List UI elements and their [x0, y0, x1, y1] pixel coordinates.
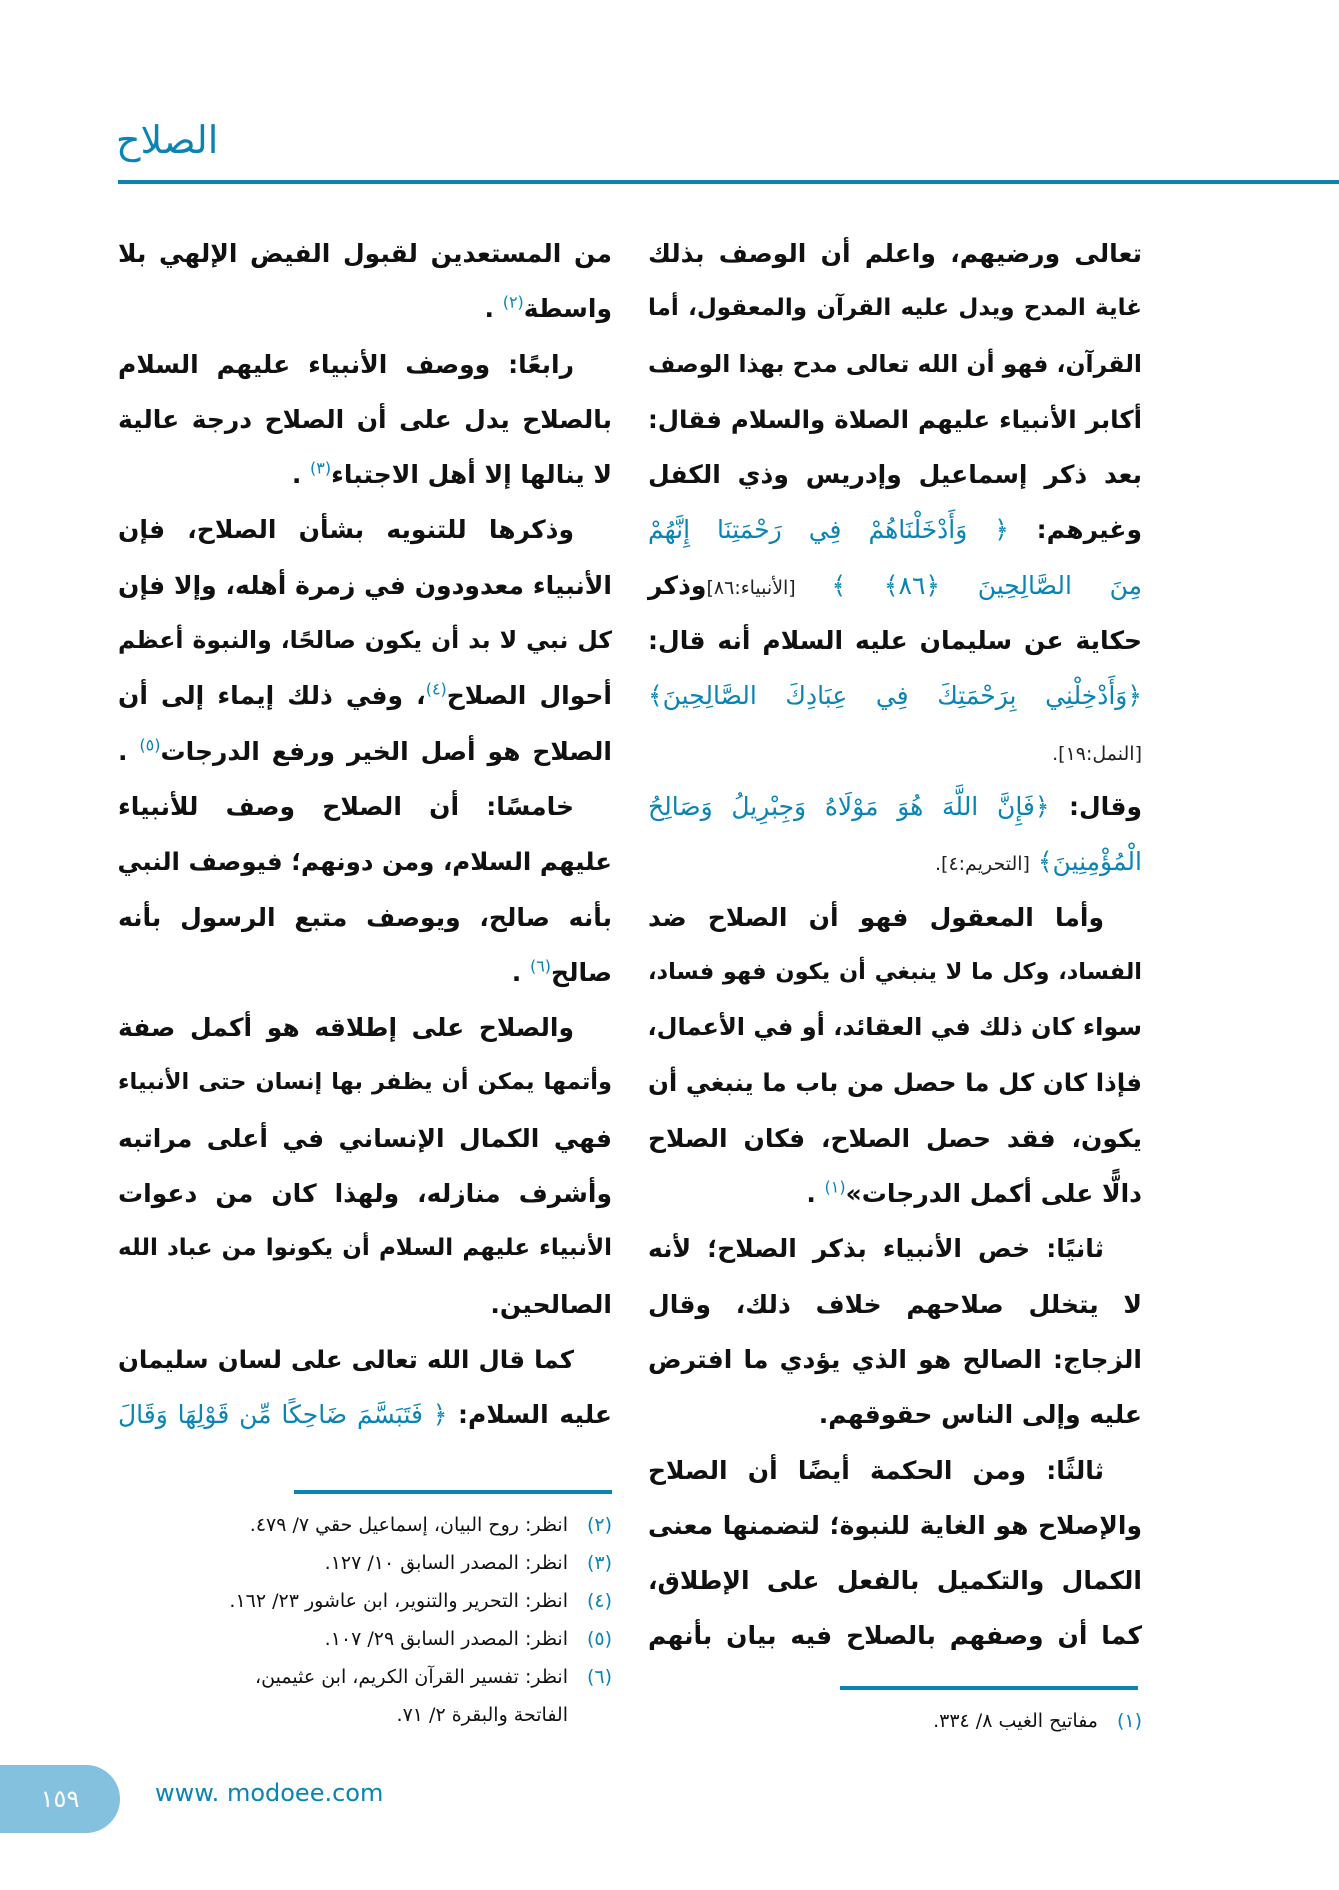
body-text: والإصلاح هو الغاية للنبوة؛ لتضمنها معنى [648, 1510, 1142, 1540]
footnote [118, 1658, 612, 1696]
text-line [118, 281, 612, 336]
body-text: القرآن، فهو أن الله تعالى مدح بهذا الوصف [647, 349, 1142, 378]
footnote [118, 1620, 612, 1658]
body-text: عليه وإلى الناس حقوقهم. [818, 1400, 1142, 1430]
body-text: واسطة [523, 294, 612, 324]
text-line [118, 1166, 612, 1221]
body-text: ثانيًا: خص الأنبياء بذكر الصلاح؛ لأنه [648, 1234, 1104, 1264]
body-text: كما قال الله تعالى على لسان سليمان [118, 1344, 574, 1374]
text-line [118, 890, 612, 945]
body-text: وأتمها يمكن أن يظفر بها إنسان حتى الأنبياء [118, 1069, 612, 1096]
body-text: الأنبياء عليهم السلام أن يكونوا من عباد الله [118, 1235, 612, 1262]
body-text: وأما المعقول فهو أن الصلاح ضد [648, 902, 1104, 932]
body-text: الصالحين. [490, 1289, 612, 1319]
text-line [648, 1498, 1142, 1553]
footnote [118, 1544, 612, 1582]
running-header-title: الصلاح [116, 118, 219, 162]
text-line [648, 1277, 1142, 1332]
text-line [648, 281, 1142, 336]
text-line [648, 613, 1142, 668]
text-line [118, 1387, 612, 1442]
footnote-number: (٦) [586, 1666, 612, 1688]
text-line [648, 558, 1142, 613]
footnote [118, 1506, 612, 1544]
right-text-column [648, 226, 1142, 1664]
footnote-text: انظر: المصدر السابق ١٠/ ١٢٧. [324, 1552, 568, 1574]
body-text: ، وفي ذلك إيماء إلى أن [118, 681, 426, 711]
quran-verse: الْمُؤْمِنِينَ﴾ [1029, 847, 1142, 877]
body-text: . [291, 460, 311, 490]
body-text: أكابر الأنبياء عليهم الصلاة والسلام فقال: [648, 404, 1142, 434]
text-line [118, 1000, 612, 1055]
text-line [118, 1221, 612, 1276]
body-text: وذكرها للتنويه بشأن الصلاح، فإن [118, 515, 574, 545]
footnote-text: انظر: روح البيان، إسماعيل حقي ٧/ ٤٧٩. [249, 1514, 568, 1536]
footnotes-right [648, 1702, 1142, 1740]
text-line [118, 668, 612, 723]
text-line [648, 779, 1142, 834]
text-line [648, 1055, 1142, 1110]
body-text: غاية المدح ويدل عليه القرآن والمعقول، أما [648, 295, 1142, 322]
body-text: دالًّا على أكمل الدرجات» [845, 1179, 1142, 1209]
footnote-reference[interactable]: (٦) [529, 956, 552, 976]
quran-verse: مِنَ الصَّالِحِينَ ﴿٨٦﴾ ﴾ [831, 570, 1143, 600]
text-line [118, 613, 612, 668]
text-line [648, 1332, 1142, 1387]
footnote-text: انظر: تفسير القرآن الكريم، ابن عثيمين، [255, 1666, 568, 1688]
footnote-text: انظر: المصدر السابق ٢٩/ ١٠٧. [324, 1628, 568, 1650]
text-line [648, 392, 1142, 447]
text-line [648, 1553, 1142, 1608]
body-text: وأشرف منازله، ولهذا كان من دعوات [118, 1179, 612, 1209]
body-text: حكاية عن سليمان عليه السلام أنه قال: [648, 626, 1142, 656]
body-text: عليهم السلام، ومن دونهم؛ فيوصف النبي [117, 847, 612, 877]
footnote-separator-right [840, 1686, 1138, 1690]
text-line [118, 1055, 612, 1110]
verse-citation: [الأنبياء:٨٦] [706, 576, 832, 599]
text-line [118, 1111, 612, 1166]
body-text: . [806, 1179, 825, 1209]
body-text: يكون، فقد حصل الصلاح، فكان الصلاح [648, 1123, 1142, 1153]
text-line [648, 1443, 1142, 1498]
text-line [118, 226, 612, 281]
footnote-text: انظر: التحرير والتنوير، ابن عاشور ٢٣/ ١٦٢. [229, 1590, 568, 1612]
body-text: وغيرهم: [1008, 515, 1142, 545]
footnotes-left [118, 1506, 612, 1734]
page-number-badge: ١٥٩ [0, 1765, 120, 1833]
body-text: من المستعدين لقبول الفيض الإلهي بلا [118, 239, 612, 268]
text-line [118, 337, 612, 392]
body-text: عليه السلام: [447, 1400, 612, 1430]
body-text: صالح [551, 957, 612, 987]
text-line [118, 834, 612, 889]
body-text: خامسًا: أن الصلاح وصف للأنبياء [118, 791, 574, 821]
text-line [648, 226, 1142, 281]
text-line [648, 1608, 1142, 1663]
body-text: وذكر [648, 570, 707, 600]
body-text: بأنه صالح، ويوصف متبع الرسول بأنه [118, 902, 612, 932]
text-line [648, 1111, 1142, 1166]
body-text: تعالى ورضيهم، واعلم أن الوصف بذلك [648, 239, 1142, 268]
body-text: الزجاج: الصالح هو الذي يؤدي ما افترض [648, 1344, 1142, 1374]
verse-citation: [النمل:١٩]. [1052, 742, 1142, 765]
text-line [118, 1332, 612, 1387]
body-text: . [118, 736, 140, 766]
footnote-number: (٣) [586, 1552, 612, 1574]
text-line [648, 337, 1142, 392]
text-line [118, 1277, 612, 1332]
text-line [648, 1000, 1142, 1055]
footnote-text: مفاتيح الغيب ٨/ ٣٣٤. [933, 1710, 1098, 1732]
website-url[interactable]: www. modoee.com [155, 1779, 384, 1807]
text-line [118, 392, 612, 447]
text-line [118, 502, 612, 557]
footnote-reference[interactable]: (٥) [139, 735, 161, 755]
text-line [118, 447, 612, 502]
body-text: كما أن وصفهم بالصلاح فيه بيان بأنهم [648, 1621, 1142, 1651]
text-line [648, 945, 1142, 1000]
footnote [648, 1702, 1142, 1740]
text-line [648, 447, 1142, 502]
footnote-number: (٢) [586, 1514, 612, 1536]
body-text: الفساد، وكل ما لا ينبغي أن يكون فهو فساد، [648, 958, 1142, 985]
text-line [648, 1221, 1142, 1276]
body-text: كل نبي لا بد أن يكون صالحًا، والنبوة أعظم [118, 626, 612, 655]
body-text: فهي الكمال الإنساني في أعلى مراتبه [118, 1123, 612, 1153]
body-text: أحوال الصلاح [446, 681, 612, 711]
text-line [118, 945, 612, 1000]
footnote-reference[interactable]: (٤) [425, 680, 447, 700]
left-text-column [118, 226, 612, 1443]
footnote-number: (١) [1116, 1710, 1142, 1732]
body-text: وقال: [1049, 791, 1142, 821]
quran-verse: ﴿وَأَدْخِلْنِي بِرَحْمَتِكَ فِي عِبَادِكَ الصَّالِحِينَ﴾ [648, 681, 1142, 711]
footnote-reference[interactable]: (١) [824, 1177, 846, 1197]
quran-verse: ﴿فَإِنَّ اللَّهَ هُوَ مَوْلَاهُ وَجِبْرِيلُ وَصَالِحُ [648, 791, 1050, 821]
body-text: . [484, 294, 503, 324]
body-text: لا ينالها إلا أهل الاجتباء [331, 460, 612, 490]
body-text: والصلاح على إطلاقه هو أكمل صفة [118, 1013, 574, 1043]
verse-citation: [التحريم:٤]. [934, 853, 1030, 876]
text-line [648, 890, 1142, 945]
quran-verse: ﴿ وَأَدْخَلْنَاهُمْ فِي رَحْمَتِنَا إِنَّهُمْ [648, 515, 1009, 545]
body-text: فإذا كان كل ما حصل من باب ما ينبغي أن [648, 1068, 1142, 1098]
text-line [648, 1166, 1142, 1221]
body-text: ثالثًا: ومن الحكمة أيضًا أن الصلاح [648, 1455, 1104, 1485]
body-text: الأنبياء معدودون في زمرة أهله، وإلا فإن [118, 570, 612, 600]
footnote-reference[interactable]: (٢) [502, 292, 524, 312]
header-divider [118, 180, 1339, 184]
body-text: سواء كان ذلك في العقائد، أو في الأعمال، [647, 1013, 1142, 1042]
body-text: رابعًا: ووصف الأنبياء عليهم السلام [118, 349, 574, 379]
text-line [648, 1387, 1142, 1442]
footnote-reference[interactable]: (٣) [310, 458, 332, 478]
quran-verse: ﴿ فَتَبَسَّمَ ضَاحِكًا مِّن قَوْلِهَا وَقَالَ [118, 1400, 448, 1430]
body-text: . [511, 957, 530, 987]
text-line [648, 834, 1142, 889]
footnote [118, 1582, 612, 1620]
text-line [118, 779, 612, 834]
body-text: بالصلاح يدل على أن الصلاح درجة عالية [118, 404, 612, 434]
body-text: الصلاح هو أصل الخير ورفع الدرجات [160, 736, 612, 766]
footnote-continuation: الفاتحة والبقرة ٢/ ٧١. [396, 1704, 568, 1726]
text-line [648, 724, 1142, 779]
text-line [118, 724, 612, 779]
footnote-separator-left [294, 1490, 612, 1494]
text-line [648, 668, 1142, 723]
text-line [118, 558, 612, 613]
body-text: بعد ذكر إسماعيل وإدريس وذي الكفل [648, 460, 1142, 490]
text-line [648, 502, 1142, 557]
footnote-number: (٥) [586, 1628, 612, 1650]
body-text: لا يتخلل صلاحهم خلاف ذلك، وقال [648, 1289, 1142, 1319]
body-text: الكمال والتكميل بالفعل على الإطلاق، [648, 1566, 1142, 1596]
footnote-number: (٤) [586, 1590, 612, 1612]
